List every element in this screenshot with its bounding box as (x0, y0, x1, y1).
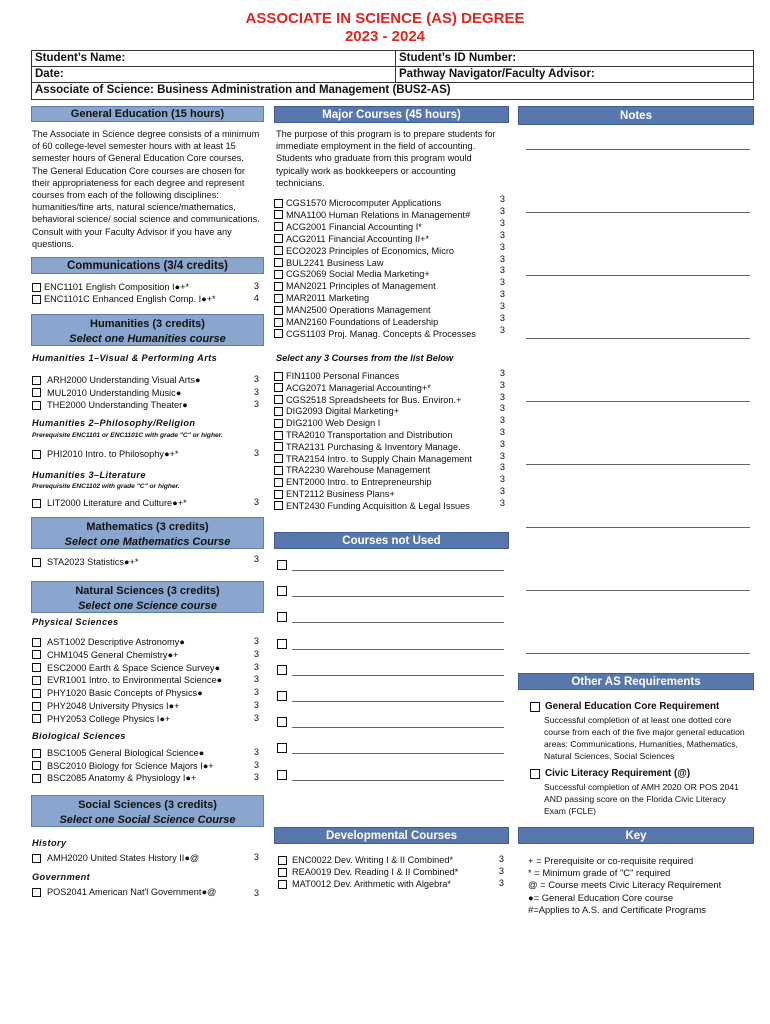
not-used-line[interactable] (292, 753, 504, 754)
course-item (32, 448, 178, 460)
course-item (274, 382, 431, 394)
gen-ed-req-checkbox[interactable] (530, 702, 540, 712)
course-credits: 3 (499, 415, 505, 426)
course-name: DIG2100 Web Design I (286, 418, 381, 429)
course-name: CGS2069 Social Media Marketing+ (286, 269, 430, 280)
civic-req-text: Successful completion of AMH 2020 OR POS 2041 AND passing score on the Florida Civic Literacy Exam (FCLE) (544, 782, 739, 816)
course-credits: 3 (498, 866, 504, 877)
course-checkbox[interactable] (274, 454, 283, 463)
course-checkbox[interactable] (32, 558, 41, 567)
course-credits: 3 (499, 462, 505, 473)
course-name: ACG2071 Managerial Accounting+* (286, 382, 431, 393)
course-item (274, 280, 436, 292)
humanities-group2-prereq: Prerequisite ENC1101 or ENC1101C with grade "C" or higher. (32, 432, 223, 439)
notes-line[interactable] (526, 149, 750, 150)
course-item (32, 662, 220, 674)
course-name: CGS1103 Proj. Manag. Concepts & Processes (286, 328, 476, 339)
course-item (274, 209, 470, 221)
course-name: AMH2020 United States History II●@ (47, 853, 200, 863)
course-item (274, 429, 453, 441)
course-credits: 3 (253, 648, 259, 659)
notes-line[interactable] (526, 527, 750, 528)
student-info-table (31, 50, 754, 100)
course-item (278, 866, 458, 878)
course-credits: 3 (498, 854, 504, 864)
not-used-checkbox[interactable] (277, 560, 287, 570)
math-subtitle: Select one Mathematics Course (64, 536, 231, 548)
course-checkbox[interactable] (274, 282, 283, 291)
course-name: PHY1020 Basic Concepts of Physics● (47, 688, 203, 699)
not-used-line[interactable] (292, 675, 504, 676)
humanities-group3-prereq: Prerequisite ENC1102 with grade "C" or higher. (32, 483, 180, 490)
course-credits: 3 (499, 205, 505, 216)
course-credits: 3 (499, 427, 505, 437)
course-credits: 3 (253, 712, 259, 723)
course-item (32, 649, 178, 661)
course-name: ACG2011 Financial Accounting II+* (286, 233, 430, 244)
course-credits: 3 (499, 324, 505, 335)
course-name: ENC0022 Dev. Writing I & II Combined* (292, 855, 454, 865)
course-checkbox[interactable] (32, 663, 41, 672)
course-credits: 3 (499, 289, 505, 300)
course-name: ARH2000 Understanding Visual Arts● (47, 375, 201, 385)
course-checkbox[interactable] (274, 234, 283, 243)
course-checkbox[interactable] (32, 888, 41, 897)
key-item: @ = Course meets Civic Literacy Requirement (528, 879, 722, 891)
course-credits: 3 (253, 448, 259, 458)
major-description: The purpose of this program is to prepare students for immediate employment in the field of accounting. Students who graduate from this program would typically work as bookkeepers or accounting technicians. (276, 129, 496, 188)
course-name: MAT0012 Dev. Arithmetic with Algebra* (292, 879, 451, 890)
course-item (32, 636, 185, 648)
course-name: DIG2093 Digital Marketing+ (286, 406, 400, 417)
course-name: ENT2112 Business Plans+ (286, 489, 395, 499)
course-credits: 3 (499, 277, 505, 288)
course-item (274, 453, 472, 465)
natsci-title: Natural Sciences (3 credits) (75, 585, 220, 597)
course-item (274, 245, 454, 257)
course-credits: 3 (253, 661, 259, 672)
course-checkbox[interactable] (278, 868, 287, 877)
gen-ed-description: The Associate in Science degree consists of a minimum of 60 college-level semester hours with at least 15 semester hours of General Education Core courses. The General Education Core courses are chosen for their appropriateness for each degree and represent courses from each of the following disciplines: humanities/fine arts, natural science/mathematics, behavioral science/ social science and communications. Consult with your Faculty Advisor if you have any questions. (32, 129, 260, 249)
course-checkbox[interactable] (278, 856, 287, 865)
notes-line[interactable] (526, 653, 750, 654)
student-name-field[interactable]: Student’s Name: (32, 51, 396, 66)
course-item (32, 497, 187, 509)
course-name: CHM1045 General Chemistry●+ (47, 649, 179, 660)
notes-line[interactable] (526, 338, 750, 339)
natsci-subtitle: Select one Science course (78, 600, 217, 612)
course-credits: 3 (253, 399, 259, 409)
course-name: THE2000 Understanding Theater● (47, 400, 188, 410)
course-item (32, 556, 138, 568)
not-used-line[interactable] (292, 701, 504, 702)
developmental-heading: Developmental Courses (274, 827, 509, 844)
course-checkbox[interactable] (274, 478, 283, 487)
course-checkbox[interactable] (274, 395, 283, 404)
key-item: + = Prerequisite or co-requisite required (528, 855, 694, 866)
course-item (32, 687, 203, 699)
course-checkbox[interactable] (32, 774, 41, 783)
course-name: CGS1570 Microcomputer Applications (286, 198, 442, 208)
course-name: PHY2048 University Physics I●+ (47, 701, 180, 711)
not-used-line[interactable] (292, 780, 504, 781)
course-credits: 3 (253, 700, 259, 710)
course-checkbox[interactable] (274, 372, 283, 381)
course-checkbox[interactable] (32, 714, 41, 723)
course-item (274, 405, 399, 417)
course-checkbox[interactable] (274, 246, 283, 255)
communications-heading: Communications (3/4 credits) (31, 257, 264, 274)
not-used-line[interactable] (292, 727, 504, 728)
notes-line[interactable] (526, 212, 750, 213)
date-field[interactable]: Date: (32, 67, 396, 82)
not-used-line[interactable] (292, 622, 504, 623)
natsci-heading (31, 581, 264, 613)
course-checkbox[interactable] (32, 676, 41, 685)
course-credits: 3 (253, 674, 259, 685)
major-heading: Major Courses (45 hours) (274, 106, 509, 123)
course-item (32, 852, 199, 864)
select-heading: Select any 3 Courses from the list Below (276, 353, 454, 363)
course-item (32, 399, 188, 411)
course-checkbox[interactable] (274, 419, 283, 428)
notes-area[interactable] (518, 125, 754, 665)
course-name: PHY2053 College Physics I●+ (47, 713, 171, 724)
course-name: ENT2000 Intro. to Entrepreneurship (286, 477, 432, 488)
course-name: ENC1101C Enhanced English Comp. I●+* (44, 294, 216, 304)
course-checkbox[interactable] (32, 388, 41, 397)
course-checkbox[interactable] (274, 199, 283, 208)
course-checkbox[interactable] (32, 401, 41, 410)
course-name: REA0019 Dev. Reading I & II Combined* (292, 867, 459, 878)
page-title: ASSOCIATE IN SCIENCE (AS) DEGREE (245, 10, 525, 27)
course-item (274, 197, 441, 209)
course-credits: 3 (253, 281, 259, 291)
course-credits: 3 (253, 888, 259, 898)
course-name: MAN2021 Principles of Management (286, 281, 436, 292)
course-checkbox[interactable] (274, 210, 283, 219)
humanities-group1-label: Humanities 1–Visual & Performing Arts (32, 353, 218, 363)
course-name: BSC1005 General Biological Science● (47, 748, 205, 758)
course-checkbox[interactable] (32, 450, 41, 459)
not-used-checkbox[interactable] (277, 665, 287, 675)
page-year: 2023 - 2024 (344, 28, 426, 45)
course-item (32, 713, 170, 725)
course-checkbox[interactable] (274, 501, 283, 510)
not-used-checkbox[interactable] (277, 770, 287, 780)
course-credits: 3 (499, 241, 505, 252)
humanities-subtitle: Select one Humanities course (69, 333, 226, 345)
course-credits: 3 (499, 217, 505, 228)
course-name: MAR2011 Marketing (286, 293, 370, 304)
key-item: ●= General Education Core course (528, 891, 674, 903)
course-checkbox[interactable] (274, 222, 283, 231)
course-name: TRA2131 Purchasing & Inventory Manage. (286, 441, 461, 452)
course-name: ENT2430 Funding Acquisition & Legal Issues (286, 500, 470, 511)
course-credits: 4 (253, 293, 259, 303)
not-used-checkbox[interactable] (277, 612, 287, 622)
notes-line[interactable] (526, 464, 750, 465)
course-item (274, 370, 399, 382)
course-item (274, 500, 470, 512)
course-credits: 3 (253, 497, 259, 507)
gen-ed-req-title: General Education Core Requirement (545, 701, 720, 712)
course-item (32, 281, 189, 293)
course-credits: 3 (499, 301, 505, 312)
course-item (32, 387, 181, 399)
course-credits: 3 (499, 403, 505, 414)
advisor-field[interactable]: Pathway Navigator/Faculty Advisor: (399, 68, 595, 80)
course-item (274, 268, 430, 280)
course-checkbox[interactable] (274, 270, 283, 279)
course-name: POS2041 American Nat'l Government●@ (47, 887, 217, 897)
civic-req (530, 768, 690, 779)
course-credits: 3 (499, 391, 505, 402)
course-credits: 3 (499, 229, 505, 240)
course-name: EVR1001 Intro. to Environmental Science● (47, 675, 223, 686)
course-checkbox[interactable] (274, 407, 283, 416)
course-credits: 3 (253, 386, 259, 397)
math-heading (31, 517, 264, 549)
civic-req-title: Civic Literacy Requirement (@) (545, 768, 691, 779)
natsci-group1-label: Physical Sciences (32, 617, 119, 627)
course-item (274, 394, 461, 406)
course-credits: 3 (499, 253, 505, 264)
course-credits: 3 (499, 497, 505, 508)
course-credits: 3 (253, 554, 259, 564)
course-credits: 3 (499, 194, 505, 204)
course-credits: 3 (253, 747, 259, 757)
course-credits: 3 (253, 759, 259, 770)
civic-req-checkbox[interactable] (530, 769, 540, 779)
course-name: ECO2023 Principles of Economics, Micro (286, 245, 454, 256)
socsci-group1-label: History (32, 838, 67, 848)
course-item (274, 233, 429, 245)
course-checkbox[interactable] (32, 376, 41, 385)
course-name: MUL2010 Understanding Music● (47, 387, 182, 398)
course-name: MAN2160 Foundations of Leadership (286, 317, 439, 327)
course-item (32, 674, 222, 686)
notes-heading: Notes (518, 106, 754, 125)
not-used-checkbox[interactable] (277, 717, 287, 727)
not-used-line[interactable] (292, 570, 504, 571)
humanities-title: Humanities (3 credits) (90, 318, 205, 330)
course-checkbox[interactable] (32, 638, 41, 647)
course-credits: 3 (498, 878, 504, 889)
program-name: Associate of Science: Business Administration and Management (BUS2-AS) (35, 84, 451, 96)
course-name: TRA2154 Intro. to Supply Chain Management (286, 453, 472, 464)
course-checkbox[interactable] (32, 749, 41, 758)
not-used-line[interactable] (292, 596, 504, 597)
course-name: CGS2518 Spreadsheets for Bus. Environ.+ (286, 394, 462, 405)
not-used-checkbox[interactable] (277, 586, 287, 596)
not-used-heading: Courses not Used (274, 532, 509, 549)
course-checkbox[interactable] (278, 880, 287, 889)
course-item (274, 292, 369, 304)
humanities-group3-label: Humanities 3–Literature (32, 470, 146, 480)
course-credits: 3 (499, 368, 505, 378)
course-item (274, 417, 380, 429)
course-name: ENC1101 English Composition I●+* (44, 282, 190, 292)
course-name: TRA2230 Warehouse Management (286, 465, 431, 476)
key-item: #=Applies to A.S. and Certificate Programs (528, 903, 706, 915)
course-credits: 3 (499, 450, 505, 461)
course-credits: 3 (253, 374, 259, 384)
course-checkbox[interactable] (274, 306, 283, 315)
course-item (274, 488, 395, 500)
course-item (32, 760, 214, 772)
socsci-subtitle: Select one Social Science Course (59, 814, 236, 826)
math-title: Mathematics (3 credits) (86, 521, 209, 533)
course-item (274, 328, 476, 340)
course-name: ESC2000 Earth & Space Science Survey● (47, 662, 221, 673)
course-name: MNA1100 Human Relations in Management# (286, 209, 471, 220)
socsci-heading (31, 795, 264, 827)
course-item (274, 476, 432, 488)
course-checkbox[interactable] (274, 329, 283, 338)
course-checkbox[interactable] (274, 490, 283, 499)
natsci-group2-label: Biological Sciences (32, 731, 126, 741)
course-item (278, 854, 453, 866)
course-checkbox[interactable] (274, 258, 283, 267)
gen-ed-req (530, 701, 719, 712)
not-used-checkbox[interactable] (277, 743, 287, 753)
course-item (32, 772, 196, 784)
course-name: STA2023 Statistics●+* (47, 557, 139, 567)
course-credits: 3 (499, 438, 505, 449)
course-name: MAN2500 Operations Management (286, 305, 431, 316)
course-item (274, 304, 431, 316)
course-item (274, 464, 430, 476)
course-name: ACG2001 Financial Accounting I* (286, 221, 422, 232)
course-checkbox[interactable] (274, 431, 283, 440)
gen-ed-heading: General Education (15 hours) (31, 106, 264, 122)
course-item (32, 700, 179, 712)
course-checkbox[interactable] (32, 761, 41, 770)
course-checkbox[interactable] (274, 318, 283, 327)
course-checkbox[interactable] (32, 702, 41, 711)
course-credits: 3 (499, 379, 505, 390)
not-used-slots (274, 560, 509, 820)
not-used-checkbox[interactable] (277, 639, 287, 649)
course-checkbox[interactable] (32, 689, 41, 698)
course-credits: 3 (499, 474, 505, 485)
course-item (274, 316, 438, 328)
course-name: TRA2010 Transportation and Distribution (286, 430, 453, 440)
humanities-group2-label: Humanities 2–Philosophy/Religion (32, 418, 196, 428)
humanities-heading (31, 314, 264, 346)
course-name: LIT2000 Literature and Culture●+* (47, 498, 187, 508)
course-credits: 3 (253, 852, 259, 862)
course-item (274, 221, 422, 233)
course-name: PHI2010 Intro. to Philosophy●+* (47, 449, 179, 459)
course-credits: 3 (253, 772, 259, 782)
notes-line[interactable] (526, 590, 750, 591)
course-name: AST1002 Descriptive Astronomy● (47, 637, 185, 647)
course-item (274, 257, 384, 269)
other-req-heading: Other AS Requirements (518, 673, 754, 690)
course-item (32, 293, 216, 305)
key-item: * = Minimum grade of "C" required (528, 867, 671, 879)
socsci-title: Social Sciences (3 credits) (78, 799, 217, 811)
course-checkbox[interactable] (274, 294, 283, 303)
course-item (32, 747, 204, 759)
course-item (274, 441, 461, 453)
course-checkbox[interactable] (274, 383, 283, 392)
course-item (32, 886, 216, 898)
course-credits: 3 (253, 687, 259, 698)
course-item (278, 878, 451, 890)
course-credits: 3 (253, 636, 259, 646)
course-credits: 3 (499, 486, 505, 496)
not-used-checkbox[interactable] (277, 691, 287, 701)
notes-line[interactable] (526, 275, 750, 276)
course-item (32, 374, 201, 386)
student-id-field[interactable]: Student’s ID Number: (399, 52, 517, 64)
course-checkbox[interactable] (274, 442, 283, 451)
course-checkbox[interactable] (32, 650, 41, 659)
key-heading: Key (518, 827, 754, 844)
course-name: FIN1100 Personal Finances (286, 371, 400, 381)
course-credits: 3 (499, 265, 505, 276)
course-name: BSC2010 Biology for Science Majors I●+ (47, 760, 214, 771)
course-name: BUL2241 Business Law (286, 257, 384, 268)
socsci-group2-label: Government (32, 872, 91, 882)
course-name: BSC2085 Anatomy & Physiology I●+ (47, 773, 197, 783)
notes-line[interactable] (526, 401, 750, 402)
key-list (528, 855, 752, 916)
course-checkbox[interactable] (274, 466, 283, 475)
course-checkbox[interactable] (32, 499, 41, 508)
course-checkbox[interactable] (32, 283, 41, 292)
course-credits: 3 (499, 313, 505, 323)
course-checkbox[interactable] (32, 854, 41, 863)
course-checkbox[interactable] (32, 295, 41, 304)
not-used-line[interactable] (292, 649, 504, 650)
gen-ed-req-text: Successful completion of at least one dotted core course from each of the five major general education areas: Communications, Humanities, Mathematics, Natural Sciences, Social Sciences (544, 715, 745, 761)
